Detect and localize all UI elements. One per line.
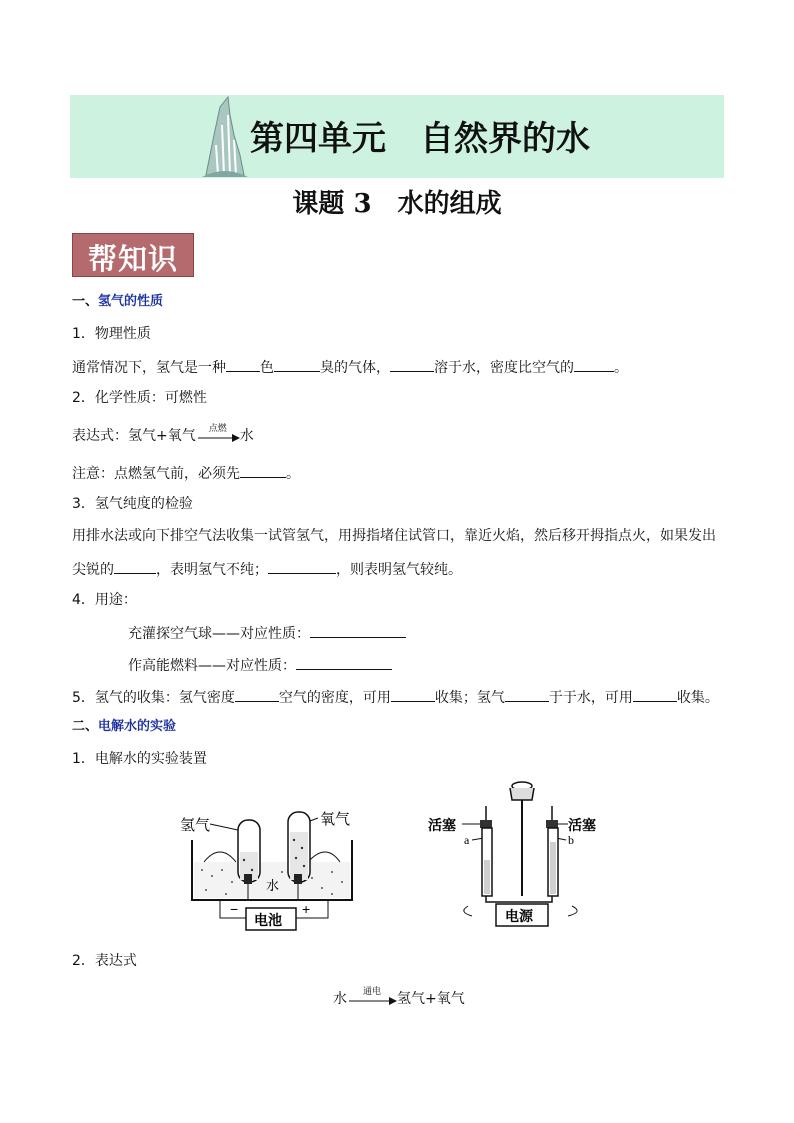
label-power: 电源	[505, 910, 533, 925]
arrow-icon	[196, 434, 240, 442]
p5-part: 于于水，可用	[548, 690, 633, 706]
label-battery: 电池	[254, 914, 282, 929]
unit-banner	[70, 95, 724, 178]
p5	[72, 687, 719, 707]
battery-minus: −	[230, 901, 239, 917]
p4-item1-text: 充灌探空气球——对应性质：	[128, 626, 310, 642]
p5-part: 收集。	[676, 690, 719, 706]
blank	[505, 687, 549, 702]
section2-heading-text: 电解水的实验	[98, 719, 177, 734]
section1-heading	[72, 293, 163, 311]
knowledge-tag-label: 帮知识	[87, 242, 178, 276]
p3-part: ，表明氢气不纯；	[156, 562, 268, 578]
note-part: 注意：点燃氢气前，必须先	[72, 466, 240, 482]
blank	[390, 357, 434, 372]
reaction-condition: 点燃	[208, 424, 227, 434]
p2-title: 2．化学性质：可燃性	[72, 390, 207, 406]
electrolysis-apparatus-diagram	[180, 800, 380, 938]
p3-line1: 用排水法或向下排空气法收集一试管氢气，用拇指堵住试管口，靠近火焰，然后移开拇指点火，如果发出	[72, 528, 716, 544]
s2-p2-expression	[333, 987, 465, 1008]
blank	[296, 655, 392, 670]
p2-expression	[72, 424, 254, 445]
blank	[114, 559, 156, 574]
label-hydrogen: 氢气	[180, 818, 211, 834]
p4-item2	[128, 655, 392, 675]
expr-rhs: 水	[239, 428, 254, 444]
expr-lhs: 水	[333, 991, 347, 1007]
p1-text	[72, 357, 628, 377]
p3-part: ，则表明氢气较纯。	[336, 562, 462, 578]
label-valve-right: 活塞	[568, 819, 596, 834]
waterfall-illustration	[200, 95, 250, 178]
label-a: a	[464, 833, 470, 847]
label-water: 水	[266, 878, 280, 893]
section1-heading-prefix: 一、	[72, 294, 99, 309]
lesson-title: 课题 3 水的组成	[292, 189, 502, 219]
blank	[268, 559, 336, 574]
reaction-arrow	[196, 424, 240, 445]
p3-title: 3．氢气纯度的检验	[72, 496, 193, 512]
blank	[235, 687, 279, 702]
hoffman-apparatus-diagram	[428, 776, 618, 936]
p1-text-part: 色	[260, 360, 274, 376]
label-b: b	[568, 833, 574, 847]
blank	[391, 687, 435, 702]
label-oxygen: 氧气	[320, 812, 351, 828]
p1-text-part: 通常情况下，氢气是一种	[72, 360, 226, 376]
reaction-arrow	[347, 987, 397, 1008]
section2-heading-prefix: 二、	[72, 719, 99, 734]
p2-note	[72, 463, 300, 483]
unit-title: 第四单元 自然界的水	[250, 119, 590, 159]
s2-p2-title: 2．表达式	[72, 953, 137, 969]
p4-title: 4．用途：	[72, 592, 137, 608]
p1-title: 1．物理性质	[72, 326, 151, 342]
knowledge-tag	[72, 233, 194, 277]
blank	[240, 463, 286, 478]
battery-plus: +	[302, 901, 311, 917]
blank	[574, 357, 614, 372]
blank	[310, 623, 406, 638]
p3-part: 尖锐的	[72, 562, 114, 578]
p1-text-part: 臭的气体，	[320, 360, 390, 376]
s2-p1-title: 1．电解水的实验装置	[72, 751, 207, 767]
p1-text-part: 。	[614, 360, 628, 376]
arrow-icon	[347, 997, 397, 1005]
blank	[226, 357, 260, 372]
section2-heading	[72, 718, 176, 736]
p5-part: 空气的密度，可用	[278, 690, 391, 706]
blank	[274, 357, 320, 372]
p5-part: 5．氢气的收集：氢气密度	[72, 690, 235, 706]
note-part: 。	[286, 466, 300, 482]
expr-lhs: 表达式：氢气+氧气	[72, 428, 196, 444]
reaction-condition: 通电	[362, 987, 381, 997]
p3-line2	[72, 559, 462, 579]
blank	[633, 687, 677, 702]
p4-item1	[128, 623, 406, 643]
section1-heading-text: 氢气的性质	[98, 294, 164, 309]
label-valve-left: 活塞	[428, 819, 456, 834]
p5-part: 收集；氢气	[434, 690, 505, 706]
p1-text-part: 溶于水，密度比空气的	[434, 360, 574, 376]
p4-item2-text: 作高能燃料——对应性质：	[128, 658, 296, 674]
expr-rhs: 氢气+氧气	[397, 991, 465, 1007]
